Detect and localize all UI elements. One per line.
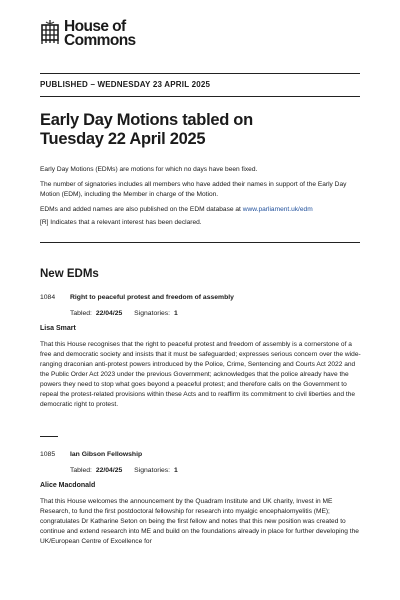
edm-author: Alice Macdonald <box>40 482 96 489</box>
logo-line-1: House of <box>64 18 126 35</box>
intro-paragraph <box>40 205 362 215</box>
published-date: PUBLISHED – WEDNESDAY 23 APRIL 2025 <box>40 80 211 89</box>
portcullis-icon <box>40 20 60 46</box>
edm-meta <box>70 310 178 317</box>
divider <box>40 242 360 243</box>
section-title: New EDMs <box>40 268 99 280</box>
edm-meta <box>70 467 178 474</box>
signatories-label: Signatories: <box>134 310 171 317</box>
edm-text: That this House welcomes the announcement by the Quadram Institute and UK charity, Invest in ME Research, to fund the first postdoctoral fellowship for research into myalgic encephalomyelitis (ME); congratulates Dr Katharine Seton on being the first fellow and notes that this new position was created to continue and extend research into ME and build on the foundations already in place for further developing the UK/European Centre of Excellence for <box>40 498 359 545</box>
title-line-1: Early Day Motions tabled on <box>40 111 253 129</box>
house-of-commons-logo <box>40 20 136 48</box>
edm-title: Right to peaceful protest and freedom of assembly <box>70 294 234 301</box>
edm-author: Lisa Smart <box>40 325 76 332</box>
tabled-date: 22/04/25 <box>95 310 123 317</box>
signatories-label: Signatories: <box>134 467 171 474</box>
page-title <box>40 111 253 149</box>
signatories-count: 1 <box>173 310 178 317</box>
intro-paragraph: The number of signatories includes all members who have added their names in support of the Early Day Motion (EDM), including the Member in charge of the Motion. <box>40 181 347 198</box>
intro-paragraph: [R] Indicates that a relevant interest has been declared. <box>40 219 202 226</box>
intro-text: EDMs and added names are also published on the EDM database at <box>40 206 243 213</box>
intro-paragraph: Early Day Motions (EDMs) are motions for which no days have been fixed. <box>40 166 258 173</box>
divider <box>40 436 58 437</box>
edm-number: 1085 <box>40 451 56 458</box>
title-line-2: Tuesday 22 April 2025 <box>40 130 206 148</box>
edm-title: Ian Gibson Fellowship <box>70 451 143 458</box>
tabled-label: Tabled: <box>70 467 92 474</box>
tabled-date: 22/04/25 <box>95 467 123 474</box>
edm-number: 1084 <box>40 294 56 301</box>
tabled-label: Tabled: <box>70 310 92 317</box>
divider <box>40 73 360 74</box>
edm-text: That this House recognises that the right to peaceful protest and freedom of assembly is a cornerstone of a free and democratic society and insists that it must be safeguarded; expresses serious concern over the wide-ranging draconian anti-protest powers introduced by the Police, Crime, Sentencing and Courts Act 2022 and the Public Order Act 2023 under the previous Government; acknowledges that the police already have the powers they need to stop what goes beyond a peaceful protest; and therefore calls on the Government to repeal the protest-related provisions within these Acts and to reaffirm its commitment to civil liberties and the democratic right to protest. <box>40 341 361 408</box>
logo-line-2: Commons <box>64 32 136 49</box>
signatories-count: 1 <box>173 467 178 474</box>
edm-database-link[interactable]: www.parliament.uk/edm <box>242 206 313 213</box>
divider <box>40 96 360 97</box>
